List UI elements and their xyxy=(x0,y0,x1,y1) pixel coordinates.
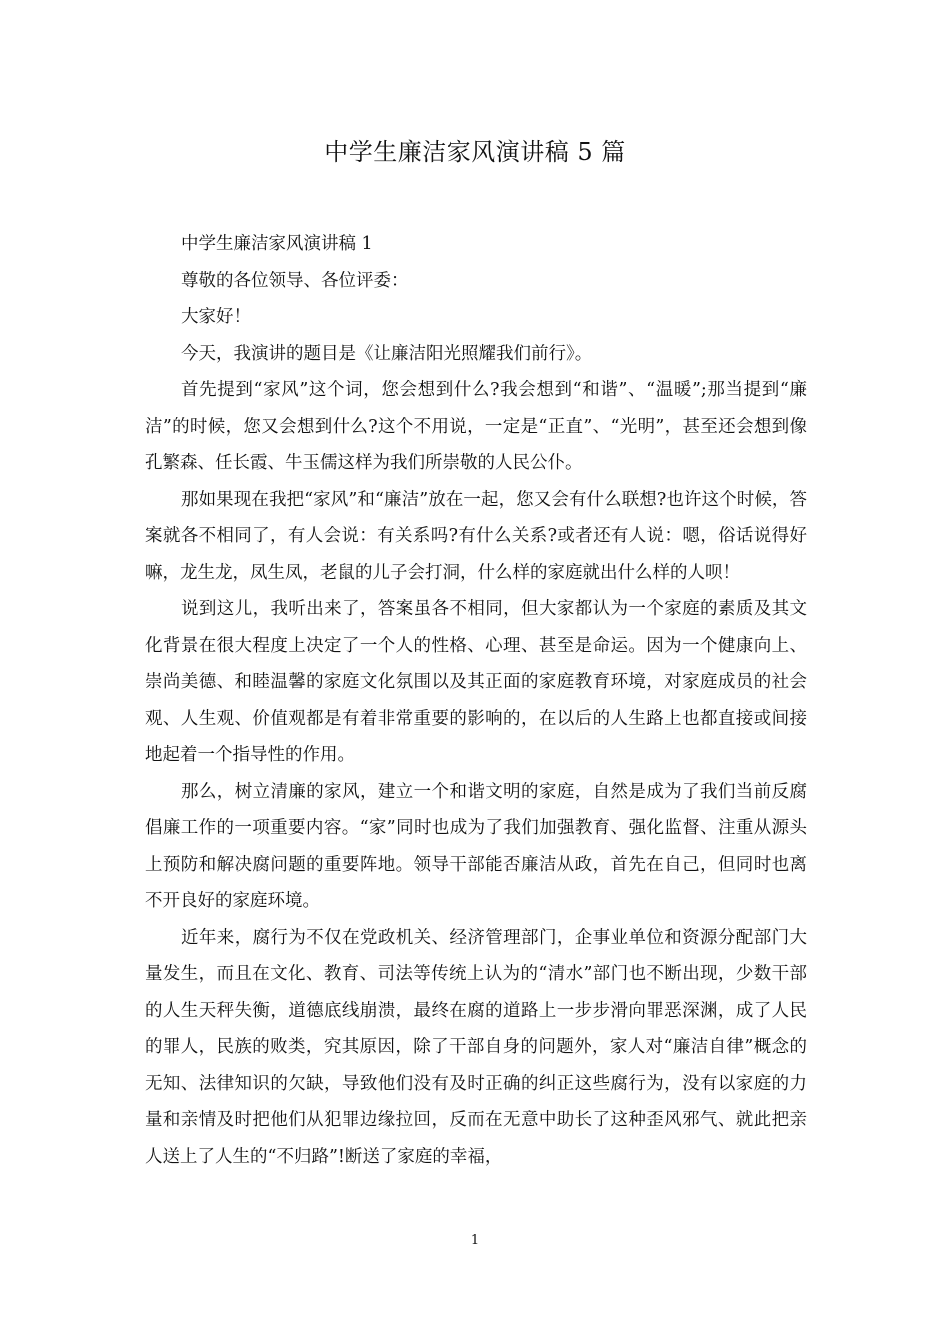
document-body xyxy=(145,226,807,1175)
paragraph-salutation: 尊敬的各位领导、各位评委： xyxy=(181,270,409,291)
paragraph-heading: 中学生廉洁家风演讲稿 1 xyxy=(181,234,373,254)
paragraph-greeting: 大家好！ xyxy=(181,307,251,327)
document-title: 中学生廉洁家风演讲稿 5 篇 xyxy=(324,138,626,166)
paragraph-topic: 今天，我演讲的题目是《让廉洁阳光照耀我们前行》。 xyxy=(181,343,593,364)
paragraph: 首先提到“家风”这个词，您会想到什么?我会想到“和谐”、“温暖”;那当提到“廉洁”的时候，您又会想到什么?这个不用说，一定是“正直”、“光明”，甚至还会想到像孔繁森、任长霞、牛玉儒这样为我们所崇敬的人民公仆。 xyxy=(145,380,807,473)
paragraph: 那如果现在我把“家风”和“廉洁”放在一起，您又会有什么联想?也许这个时候，答案就各不相同了，有人会说：有关系吗?有什么关系?或者还有人说：嗯，俗话说得好嘛，龙生龙，凤生凤，老鼠的儿子会打洞，什么样的家庭就出什么样的人呗！ xyxy=(145,489,807,583)
page-number: 1 xyxy=(470,1233,480,1248)
paragraph: 说到这儿，我听出来了，答案虽各不相同，但大家都认为一个家庭的素质及其文化背景在很大程度上决定了一个人的性格、心理、甚至是命运。因为一个健康向上、崇尚美德、和睦温馨的家庭文化氛围以及其正面的家庭教育环境，对家庭成员的社会观、人生观、价值观都是有着非常重要的影响的，在以后的人生路上也都直接或间接地起着一个指导性的作用。 xyxy=(145,599,807,765)
paragraph: 近年来，腐行为不仅在党政机关、经济管理部门，企事业单位和资源分配部门大量发生，而且在文化、教育、司法等传统上认为的“清水”部门也不断出现，少数干部的人生天秤失衡，道德底线崩溃，最终在腐的道路上一步步滑向罪恶深渊，成了人民的罪人，民族的败类，究其原因，除了干部自身的问题外，家人对“廉洁自律”概念的无知、法律知识的欠缺，导致他们没有及时正确的纠正这些腐行为，没有以家庭的力量和亲情及时把他们从犯罪边缘拉回，反而在无意中助长了这种歪风邪气、就此把亲人送上了人生的“不归路”!断送了家庭的幸福， xyxy=(145,927,807,1167)
paragraph: 那么，树立清廉的家风，建立一个和谐文明的家庭，自然是成为了我们当前反腐倡廉工作的一项重要内容。“家”同时也成为了我们加强教育、强化监督、注重从源头上预防和解决腐问题的重要阵地。领导干部能否廉洁从政，首先在自己，但同时也离不开良好的家庭环境。 xyxy=(145,781,807,911)
